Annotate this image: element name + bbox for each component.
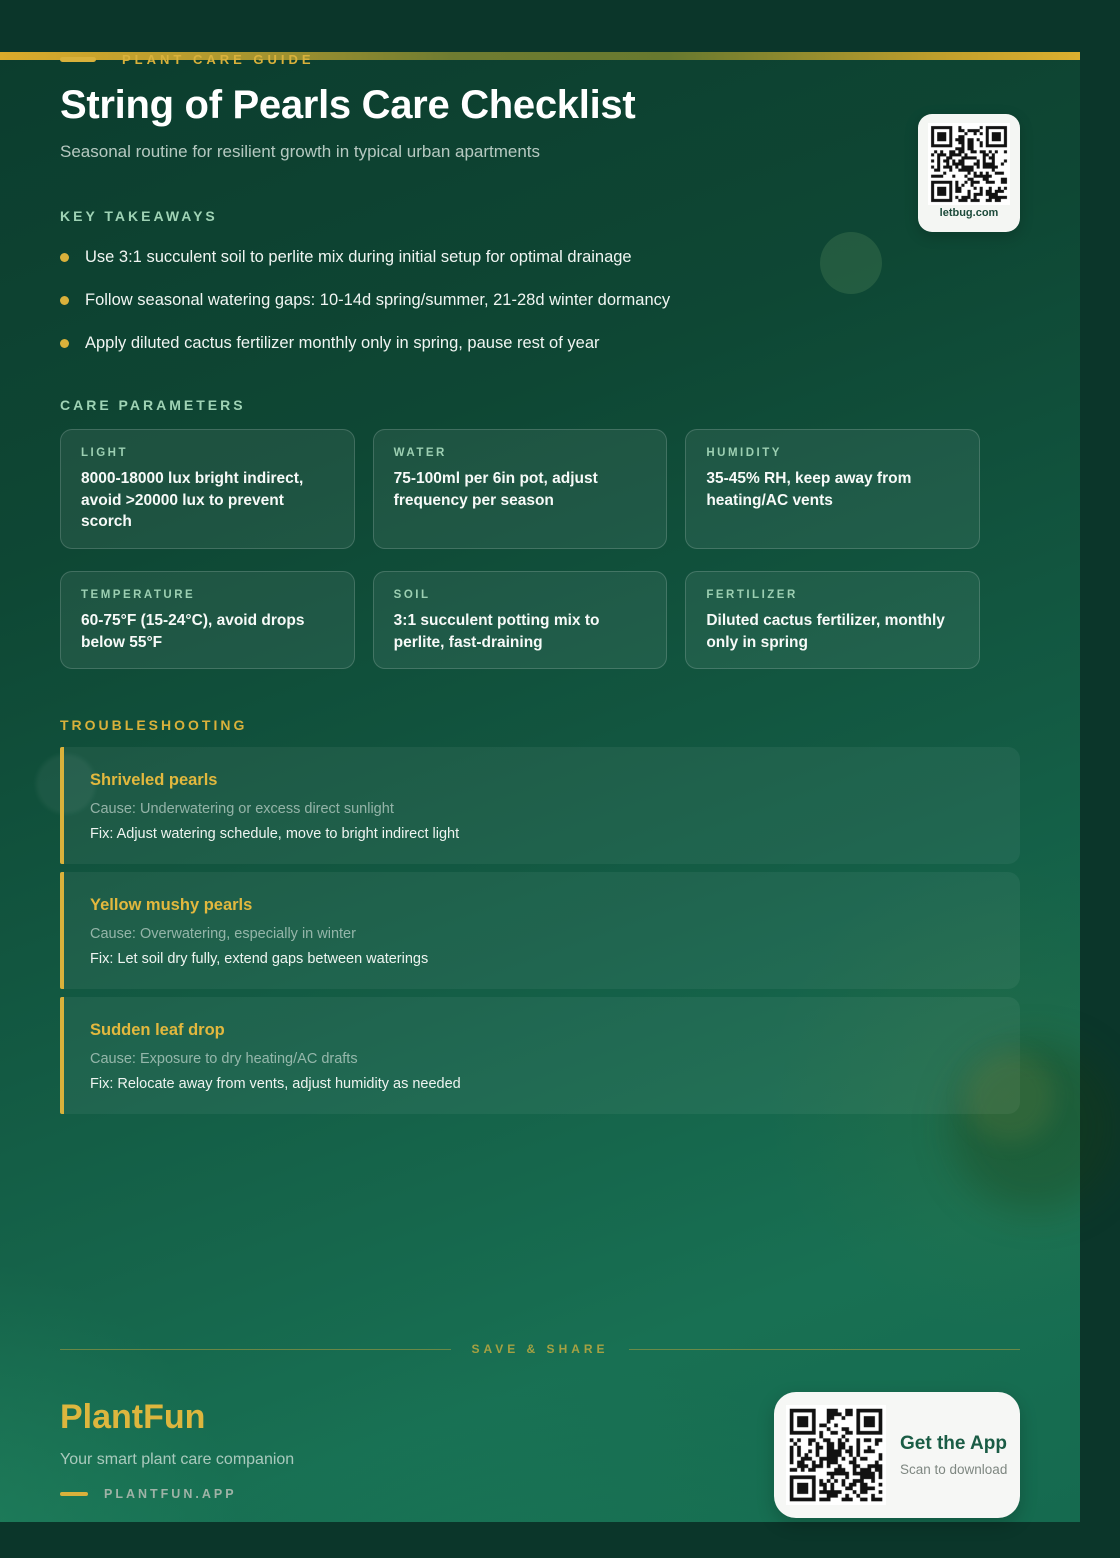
param-card-water bbox=[373, 429, 668, 549]
trouble-title: Yellow mushy pearls bbox=[90, 896, 253, 915]
care-parameters-section bbox=[60, 397, 1020, 669]
troubleshooting-list bbox=[60, 747, 1020, 1114]
param-label: TEMPERATURE bbox=[81, 589, 196, 602]
takeaway-item bbox=[60, 334, 1020, 353]
takeaway-text: Follow seasonal watering gaps: 10-14d spring/summer, 21-28d winter dormancy bbox=[85, 291, 671, 309]
parameters-grid bbox=[60, 429, 980, 669]
param-label: FERTILIZER bbox=[706, 589, 798, 602]
bullet-dot-icon bbox=[60, 296, 69, 305]
divider-label: SAVE & SHARE bbox=[471, 1342, 609, 1357]
trouble-cause: Cause: Exposure to dry heating/AC drafts bbox=[90, 1051, 358, 1068]
eyebrow-dash bbox=[60, 57, 96, 62]
param-card-light bbox=[60, 429, 355, 549]
brand-name: PlantFun bbox=[60, 1398, 206, 1437]
qr-code-icon bbox=[928, 123, 1010, 205]
trouble-title: Sudden leaf drop bbox=[90, 1021, 225, 1040]
site-url: PLANTFUN.APP bbox=[104, 1487, 237, 1502]
takeaways-heading: KEY TAKEAWAYS bbox=[60, 208, 218, 224]
param-text: Diluted cactus fertilizer, monthly only in spring bbox=[706, 612, 945, 651]
page-subtitle: Seasonal routine for resilient growth in typical urban apartments bbox=[60, 142, 541, 161]
param-text: 60-75°F (15-24°C), avoid drops below 55°F bbox=[81, 612, 305, 651]
takeaway-text: Use 3:1 succulent soil to perlite mix during initial setup for optimal drainage bbox=[85, 248, 632, 266]
trouble-item-sudden-leaf-drop bbox=[60, 997, 1020, 1114]
qr-code-icon bbox=[786, 1405, 886, 1505]
param-card-temperature bbox=[60, 571, 355, 669]
eyebrow-label: PLANT CARE GUIDE bbox=[122, 52, 315, 67]
brand-tagline: Your smart plant care companion bbox=[60, 1451, 295, 1469]
page-title: String of Pearls Care Checklist bbox=[60, 83, 636, 127]
param-card-humidity bbox=[685, 429, 980, 549]
param-card-fertilizer bbox=[685, 571, 980, 669]
app-card-text bbox=[900, 1433, 1007, 1477]
qr-card-label: letbug.com bbox=[939, 207, 999, 219]
takeaway-item bbox=[60, 248, 1020, 267]
trouble-cause: Cause: Underwatering or excess direct sunlight bbox=[90, 801, 394, 818]
trouble-fix: Fix: Relocate away from vents, adjust humidity as needed bbox=[90, 1076, 461, 1093]
plant-care-poster bbox=[0, 52, 1080, 1522]
app-card-title: Get the App bbox=[900, 1433, 1007, 1455]
param-label: SOIL bbox=[393, 589, 431, 602]
bullet-dot-icon bbox=[60, 339, 69, 348]
header-eyebrow bbox=[60, 52, 1020, 67]
app-card-subtitle: Scan to download bbox=[900, 1462, 1008, 1478]
save-share-divider bbox=[60, 1342, 1020, 1356]
trouble-cause: Cause: Overwatering, especially in winter bbox=[90, 926, 356, 943]
takeaway-list bbox=[60, 248, 1020, 353]
trouble-item-yellow-mushy-pearls bbox=[60, 872, 1020, 989]
param-text: 35-45% RH, keep away from heating/AC vents bbox=[706, 470, 912, 509]
trouble-fix: Fix: Let soil dry fully, extend gaps between waterings bbox=[90, 951, 429, 968]
divider-line bbox=[60, 1349, 451, 1350]
troubleshooting-section bbox=[60, 717, 1020, 1114]
param-card-soil bbox=[373, 571, 668, 669]
takeaway-text: Apply diluted cactus fertilizer monthly only in spring, pause rest of year bbox=[85, 334, 600, 352]
param-text: 3:1 succulent potting mix to perlite, fast-draining bbox=[393, 612, 600, 651]
footer bbox=[60, 1398, 1020, 1558]
param-label: HUMIDITY bbox=[706, 447, 782, 459]
trouble-title: Shriveled pearls bbox=[90, 771, 218, 790]
get-app-card bbox=[774, 1392, 1020, 1518]
param-text: 8000-18000 lux bright indirect, avoid >20000 lux to prevent scorch bbox=[81, 470, 304, 531]
param-text: 75-100ml per 6in pot, adjust frequency per season bbox=[393, 470, 598, 509]
param-label: LIGHT bbox=[81, 447, 128, 459]
divider-line bbox=[629, 1349, 1020, 1350]
takeaway-item bbox=[60, 291, 1020, 310]
site-dash bbox=[60, 1492, 88, 1496]
param-label: WATER bbox=[393, 447, 447, 459]
parameters-heading: CARE PARAMETERS bbox=[60, 397, 246, 413]
bullet-dot-icon bbox=[60, 253, 69, 262]
key-takeaways-section bbox=[60, 208, 1020, 353]
trouble-item-shriveled-pearls bbox=[60, 747, 1020, 864]
trouble-fix: Fix: Adjust watering schedule, move to bright indirect light bbox=[90, 826, 460, 843]
header-qr-card bbox=[918, 114, 1020, 232]
troubleshooting-heading: TROUBLESHOOTING bbox=[60, 717, 248, 734]
